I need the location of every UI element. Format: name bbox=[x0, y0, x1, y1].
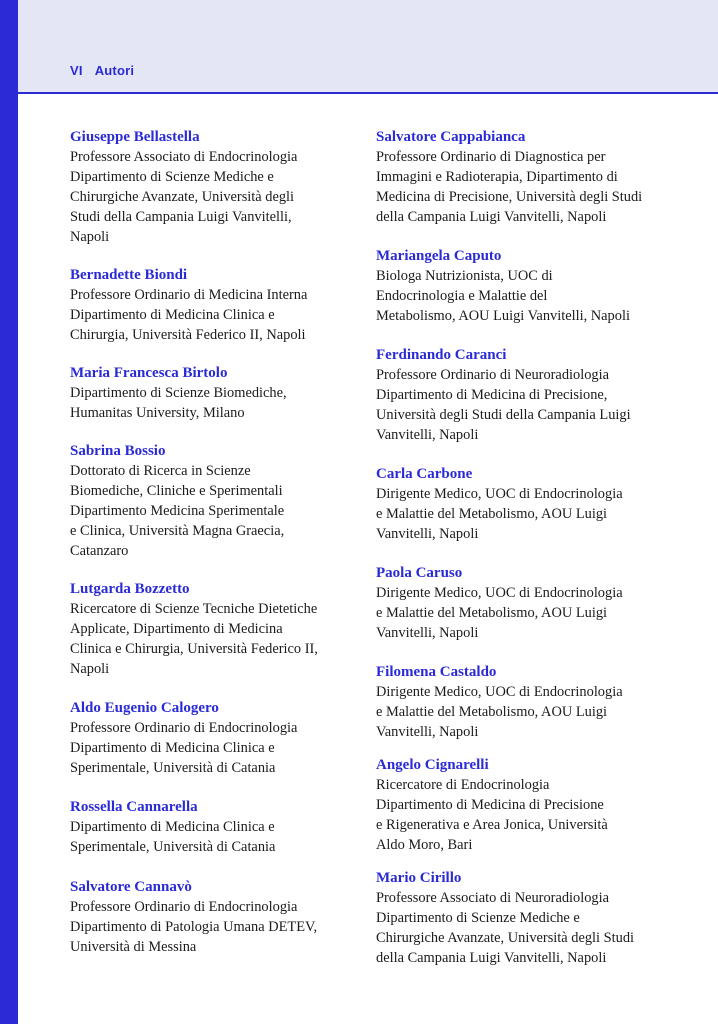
affiliation-line: Dipartimento di Patologia Umana DETEV, bbox=[70, 919, 318, 935]
affiliation-line: Dipartimento di Scienze Mediche e bbox=[376, 910, 580, 926]
affiliation-line: Clinica e Chirurgia, Università Federico II, bbox=[70, 641, 318, 657]
affiliation-line: della Campania Luigi Vanvitelli, Napoli bbox=[376, 950, 607, 966]
affiliation-line: Applicate, Dipartimento di Medicina bbox=[70, 621, 283, 637]
author-name: Ferdinando Caranci bbox=[376, 347, 507, 363]
affiliation-line: Vanvitelli, Napoli bbox=[376, 526, 479, 542]
affiliation-line: Professore Ordinario di Neuroradiologia bbox=[376, 367, 609, 383]
author-name: Giuseppe Bellastella bbox=[70, 129, 200, 145]
affiliation-line: Dipartimento di Scienze Biomediche, bbox=[70, 385, 287, 401]
author-name: Rossella Cannarella bbox=[70, 799, 198, 815]
author-entry bbox=[70, 441, 350, 561]
affiliation-line: Dipartimento di Medicina di Precisione, bbox=[376, 387, 608, 403]
affiliation-line: Metabolismo, AOU Luigi Vanvitelli, Napoli bbox=[376, 308, 630, 324]
author-name: Salvatore Cannavò bbox=[70, 879, 192, 895]
affiliation-line: e Malattie del Metabolismo, AOU Luigi bbox=[376, 605, 608, 621]
author-entry bbox=[376, 464, 666, 544]
affiliation-line: e Clinica, Università Magna Graecia, bbox=[70, 523, 285, 539]
affiliation-line: Università degli Studi della Campania Luigi bbox=[376, 407, 631, 423]
affiliation-line: Dirigente Medico, UOC di Endocrinologia bbox=[376, 585, 623, 601]
author-name: Aldo Eugenio Calogero bbox=[70, 700, 219, 716]
author-entry bbox=[70, 698, 350, 778]
author-entry bbox=[70, 363, 350, 423]
affiliation-line: e Malattie del Metabolismo, AOU Luigi bbox=[376, 704, 608, 720]
affiliation-line: Professore Ordinario di Diagnostica per bbox=[376, 149, 606, 165]
affiliation-line: Professore Associato di Endocrinologia bbox=[70, 149, 298, 165]
affiliation-line: Biologa Nutrizionista, UOC di bbox=[376, 268, 553, 284]
affiliation-line: Professore Ordinario di Medicina Interna bbox=[70, 287, 308, 303]
author-name: Mario Cirillo bbox=[376, 870, 462, 886]
author-entry bbox=[376, 868, 666, 968]
affiliation-line: Dipartimento di Medicina Clinica e bbox=[70, 740, 275, 756]
author-entry bbox=[376, 246, 666, 326]
author-name: Lutgarda Bozzetto bbox=[70, 581, 190, 597]
affiliation-line: Dirigente Medico, UOC di Endocrinologia bbox=[376, 486, 623, 502]
affiliation-line: Dipartimento di Medicina Clinica e bbox=[70, 307, 275, 323]
author-entry bbox=[70, 797, 350, 857]
affiliation-line: Vanvitelli, Napoli bbox=[376, 724, 479, 740]
author-name: Maria Francesca Birtolo bbox=[70, 365, 228, 381]
author-name: Salvatore Cappabianca bbox=[376, 129, 526, 145]
affiliation-line: Sperimentale, Università di Catania bbox=[70, 839, 276, 855]
affiliation-line: Professore Ordinario di Endocrinologia bbox=[70, 720, 298, 736]
page-header bbox=[18, 0, 718, 94]
affiliation-line: Vanvitelli, Napoli bbox=[376, 427, 479, 443]
author-entry bbox=[70, 877, 350, 957]
author-name: Filomena Castaldo bbox=[376, 664, 497, 680]
affiliation-line: Chirurgiche Avanzate, Università degli Studi bbox=[376, 930, 635, 946]
author-entry bbox=[70, 127, 350, 247]
affiliation-line: Ricercatore di Endocrinologia bbox=[376, 777, 550, 793]
affiliation-line: Ricercatore di Scienze Tecniche Dietetiche bbox=[70, 601, 318, 617]
affiliation-line: Università di Messina bbox=[70, 939, 197, 955]
affiliation-line: Dipartimento Medicina Sperimentale bbox=[70, 503, 285, 519]
affiliation-line: Napoli bbox=[70, 661, 110, 677]
left-accent-bar bbox=[0, 0, 18, 1024]
author-entry bbox=[376, 345, 666, 445]
affiliation-line: Dipartimento di Medicina di Precisione bbox=[376, 797, 604, 813]
author-name: Sabrina Bossio bbox=[70, 443, 166, 459]
affiliation-line: Chirurgia, Università Federico II, Napoli bbox=[70, 327, 306, 343]
author-name: Bernadette Biondi bbox=[70, 267, 188, 283]
affiliation-line: e Malattie del Metabolismo, AOU Luigi bbox=[376, 506, 608, 522]
author-entry bbox=[376, 662, 666, 742]
affiliation-line: Professore Associato di Neuroradiologia bbox=[376, 890, 609, 906]
author-entry bbox=[376, 127, 666, 227]
affiliation-line: Sperimentale, Università di Catania bbox=[70, 760, 276, 776]
affiliation-line: Catanzaro bbox=[70, 543, 129, 559]
page-number: VI bbox=[70, 63, 83, 78]
affiliation-line: Chirurgiche Avanzate, Università degli bbox=[70, 189, 295, 205]
author-name: Angelo Cignarelli bbox=[376, 757, 489, 773]
affiliation-line: Napoli bbox=[70, 229, 110, 245]
affiliation-line: Vanvitelli, Napoli bbox=[376, 625, 479, 641]
author-entry bbox=[376, 755, 666, 855]
author-name: Carla Carbone bbox=[376, 466, 473, 482]
affiliation-line: Biomediche, Cliniche e Sperimentali bbox=[70, 483, 283, 499]
running-head bbox=[70, 63, 134, 78]
affiliation-line: Medicina di Precisione, Università degli Studi bbox=[376, 189, 643, 205]
affiliation-line: Humanitas University, Milano bbox=[70, 405, 245, 421]
affiliation-line: Dottorato di Ricerca in Scienze bbox=[70, 463, 251, 479]
affiliation-line: Immagini e Radioterapia, Dipartimento di bbox=[376, 169, 618, 185]
author-entry bbox=[70, 579, 350, 679]
affiliation-line: Professore Ordinario di Endocrinologia bbox=[70, 899, 298, 915]
author-entry bbox=[376, 563, 666, 643]
affiliation-line: Aldo Moro, Bari bbox=[376, 837, 473, 853]
affiliation-line: Dipartimento di Scienze Mediche e bbox=[70, 169, 274, 185]
affiliation-line: Dirigente Medico, UOC di Endocrinologia bbox=[376, 684, 623, 700]
authors-left-column bbox=[70, 127, 350, 957]
author-name: Paola Caruso bbox=[376, 565, 463, 581]
author-entry bbox=[70, 265, 350, 345]
affiliation-line: della Campania Luigi Vanvitelli, Napoli bbox=[376, 209, 607, 225]
section-title: Autori bbox=[94, 63, 135, 78]
affiliation-line: Endocrinologia e Malattie del bbox=[376, 288, 548, 304]
author-name: Mariangela Caputo bbox=[376, 248, 502, 264]
authors-right-column bbox=[376, 127, 666, 968]
affiliation-line: Dipartimento di Medicina Clinica e bbox=[70, 819, 275, 835]
affiliation-line: e Rigenerativa e Area Jonica, Università bbox=[376, 817, 608, 833]
affiliation-line: Studi della Campania Luigi Vanvitelli, bbox=[70, 209, 292, 225]
